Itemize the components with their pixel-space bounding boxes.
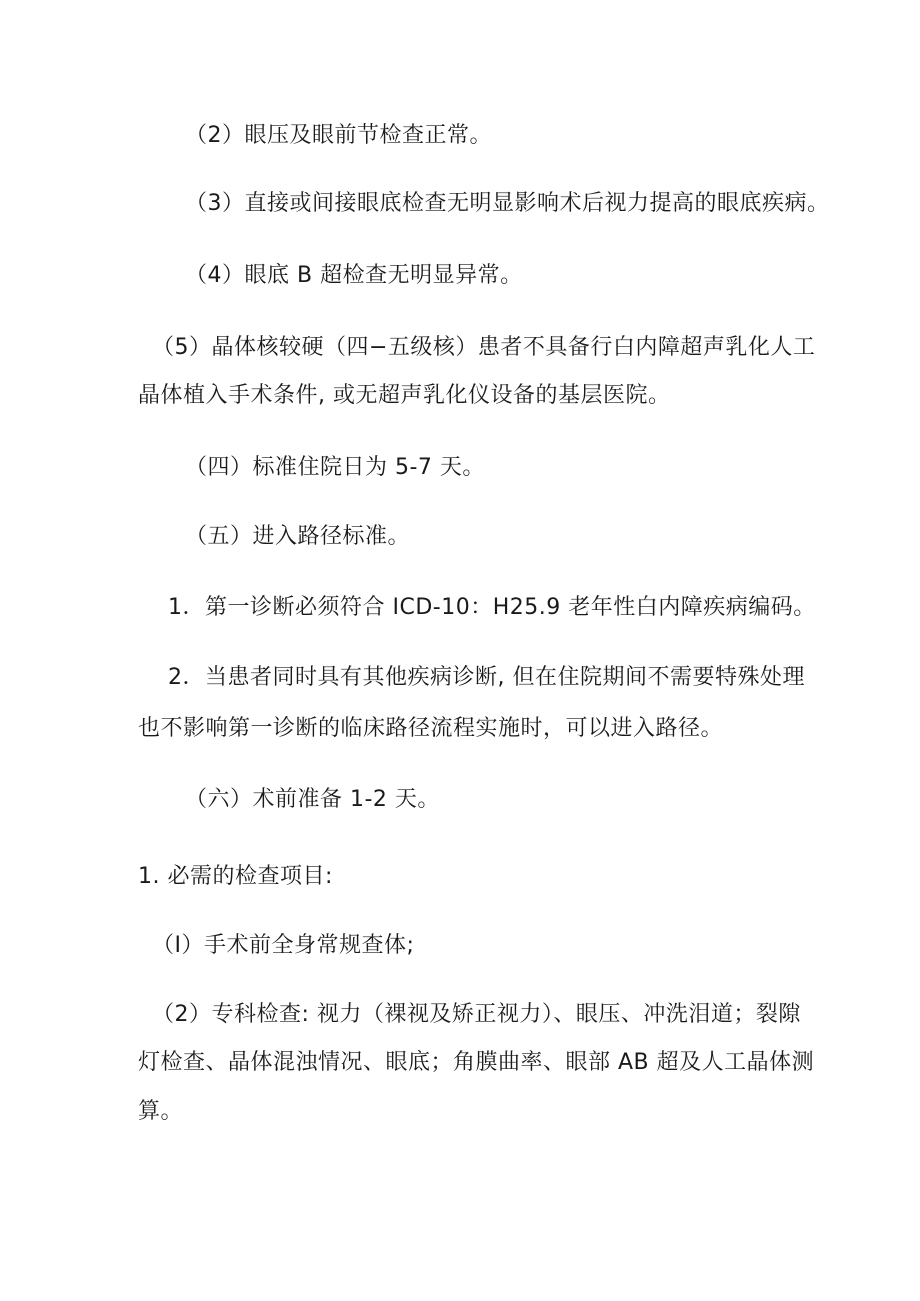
paragraph-line: 晶体植入手术条件, 或无超声乳化仪设备的基层医院。 xyxy=(138,383,671,408)
paragraph-line: （5）晶体核较硬（四−五级核）患者不具备行白内障超声乳化人工 xyxy=(152,335,816,360)
paragraph-line: 灯检查、晶体混浊情况、眼底；角膜曲率、眼部 AB 超及人工晶体测 xyxy=(138,1050,815,1075)
paragraph-line: 也不影响第一诊断的临床路径流程实施时，可以进入路径。 xyxy=(138,716,724,741)
paragraph-line: （五）进入路径标准。 xyxy=(185,524,411,549)
paragraph-line: （2）眼压及眼前节检查正常。 xyxy=(185,123,492,148)
paragraph-line: （4）眼底 B 超检查无明显异常。 xyxy=(185,263,523,288)
paragraph-line: 1．第一诊断必须符合 ICD-10：H25.9 老年性白内障疾病编码。 xyxy=(168,595,816,620)
paragraph-line: （I）手术前全身常规查体; xyxy=(152,933,415,958)
paragraph-line: （3）直接或间接眼底检查无明显影响术后视力提高的眼底疾病。 xyxy=(185,191,830,216)
paragraph-line: 算。 xyxy=(138,1099,184,1124)
paragraph-line: （六）术前准备 1-2 天。 xyxy=(185,787,440,812)
paragraph-line: （2）专科检查: 视力（裸视及矫正视力）、眼压、冲洗泪道；裂隙 xyxy=(152,1002,801,1027)
paragraph-line: 2．当患者同时具有其他疾病诊断, 但在住院期间不需要特殊处理 xyxy=(168,665,805,690)
paragraph-line: （四）标准住院日为 5-7 天。 xyxy=(185,455,485,480)
paragraph-line: 1. 必需的检查项目: xyxy=(138,864,333,889)
